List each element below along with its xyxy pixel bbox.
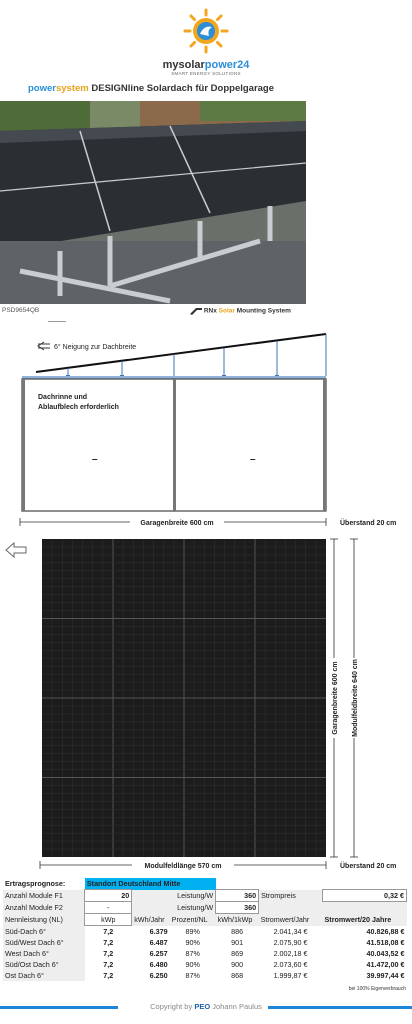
value-20y-cell: 40.043,52 € (366, 949, 405, 958)
kwh-kwp-cell: 868 (231, 971, 244, 980)
row-label: Süd/West Dach 6° (3, 937, 85, 948)
header-cell: Nennleistung (NL) (3, 914, 85, 926)
title-system: system (55, 83, 89, 94)
header-cell: kWp (85, 914, 132, 926)
kwp-cell: 7,2 (103, 949, 114, 958)
power-f1-value[interactable]: 360 (216, 890, 259, 902)
product-code: PSD9654QB (2, 307, 40, 314)
slope-label: 6° Neigung zur Dachbreite (54, 344, 137, 351)
garage-width-label: Garagenbreite 600 cm (140, 520, 214, 527)
company-logo: PEO (194, 1002, 211, 1011)
power-f2-value[interactable]: 360 (216, 902, 259, 914)
table-row (3, 937, 407, 948)
kwh-kwp-cell: 869 (231, 949, 244, 958)
location-badge: Standort Deutschland Mitte (85, 878, 216, 890)
sun-logo-icon (183, 8, 229, 54)
kwh-kwp-cell: 886 (231, 926, 244, 936)
title-rest: DESIGNline Solardach für Doppelgarage (91, 83, 275, 94)
module-length-label: Modulfeldlänge 570 cm (144, 863, 222, 870)
row-label: Süd-Dach 6° (3, 926, 85, 938)
module-cell-grid (42, 539, 326, 857)
system-suffix: Mounting System (236, 307, 291, 315)
module-width-label: Modulfeldbreite 640 cm (352, 659, 359, 737)
kwh-year-cell: 6.487 (149, 938, 168, 947)
product-photo (0, 101, 306, 304)
kwh-year-cell: 6.257 (149, 949, 168, 958)
value-year-cell: 2.073,60 € (273, 960, 308, 969)
table-row (3, 970, 407, 981)
footer (0, 1001, 412, 1015)
f1-value[interactable]: 20 (85, 890, 132, 902)
divider (48, 321, 66, 322)
kwh-year-cell: 6.250 (149, 971, 168, 980)
title-power: power (28, 83, 56, 94)
kwh-year-cell: 6.480 (149, 960, 168, 969)
overhang-label: Überstand 20 cm (340, 520, 397, 527)
system-accent: Solar (218, 307, 235, 315)
power-label-f2: Leistung/W (170, 902, 216, 914)
mounting-bracket-icon (190, 307, 202, 315)
door-mark-right: – (250, 454, 256, 465)
f2-value[interactable]: - (85, 902, 132, 914)
value-year-cell: 1.999,87 € (273, 971, 308, 980)
table-row (3, 926, 407, 938)
f2-label: Anzahl Module F2 (3, 902, 85, 914)
garage-right (174, 379, 326, 511)
kwp-cell: 7,2 (103, 971, 114, 980)
slope-arrow-icon (38, 342, 50, 350)
value-20y-cell: 39.997,44 € (366, 971, 405, 980)
yield-title: Ertragsprognose: (5, 879, 66, 889)
percent-cell: 89% (185, 926, 200, 936)
percent-cell: 90% (185, 960, 200, 969)
price-label: Strompreis (259, 890, 323, 902)
value-year-cell: 2.041,34 € (273, 926, 308, 936)
power-label-f1: Leistung/W (170, 890, 216, 902)
kwh-kwp-cell: 900 (231, 960, 244, 969)
value-20y-cell: 41.472,00 € (366, 960, 405, 969)
kwp-cell: 7,2 (103, 960, 114, 969)
brand-prefix: mysolar (162, 59, 205, 71)
header-cell: kWh/Jahr (132, 914, 170, 926)
value-20y-cell: 41.518,08 € (366, 938, 405, 947)
value-year-cell: 2.075,90 € (273, 938, 308, 947)
module-top-view (0, 528, 412, 873)
author-name: Johann Paulus (212, 1002, 262, 1011)
yield-forecast-table (3, 878, 407, 981)
gutter-note-line1: Dachrinne und (38, 394, 88, 401)
mounting-photo-illustration (0, 101, 306, 304)
percent-cell: 90% (185, 938, 200, 947)
brand-tagline: SMART ENERGY SOLUTIONS (171, 71, 241, 76)
header-cell: Prozent/NL (170, 914, 216, 926)
kwp-cell: 7,2 (103, 938, 114, 947)
copyright-text: Copyright by (150, 1002, 193, 1011)
header-cell: Stromwert/Jahr (259, 914, 323, 926)
table-row (3, 959, 407, 970)
percent-cell: 87% (185, 971, 200, 980)
brand-suffix: power24 (204, 59, 250, 71)
table-header-row (3, 914, 407, 926)
copyright-line (0, 1002, 412, 1011)
header-cell: kWh/1kWp (216, 914, 259, 926)
row-label: West Dach 6° (3, 948, 85, 959)
mounting-system-label (190, 307, 291, 315)
row-label: Süd/Ost Dach 6° (3, 959, 85, 970)
table-row (3, 948, 407, 959)
direction-arrow-icon (6, 543, 26, 557)
door-mark-left: – (92, 454, 98, 465)
brand-name (0, 59, 412, 71)
header-cell: Stromwert/20 Jahre (323, 914, 407, 926)
kwh-year-cell: 6.379 (149, 926, 168, 936)
system-prefix: RNx (203, 307, 217, 315)
value-year-cell: 2.002,18 € (273, 949, 308, 958)
roof-panel-line (36, 334, 326, 372)
row-label: Ost Dach 6° (3, 970, 85, 981)
brand-logo (0, 8, 412, 76)
percent-cell: 87% (185, 949, 200, 958)
price-value[interactable]: 0,32 € (323, 890, 407, 902)
kwp-cell: 7,2 (103, 927, 114, 936)
value-20y-cell: 40.826,88 € (366, 926, 405, 936)
overhang-bottom-label: Überstand 20 cm (340, 863, 397, 870)
gutter-note-line2: Ablaufblech erforderlich (38, 404, 119, 411)
garage-width-vertical-label: Garagenbreite 600 cm (332, 661, 339, 735)
f1-label: Anzahl Module F1 (3, 890, 85, 902)
page-title (28, 83, 274, 94)
side-view-diagram (0, 330, 412, 530)
kwh-kwp-cell: 901 (231, 938, 244, 947)
self-consumption-note: bei 100% Eigenverbrauch (348, 986, 406, 992)
